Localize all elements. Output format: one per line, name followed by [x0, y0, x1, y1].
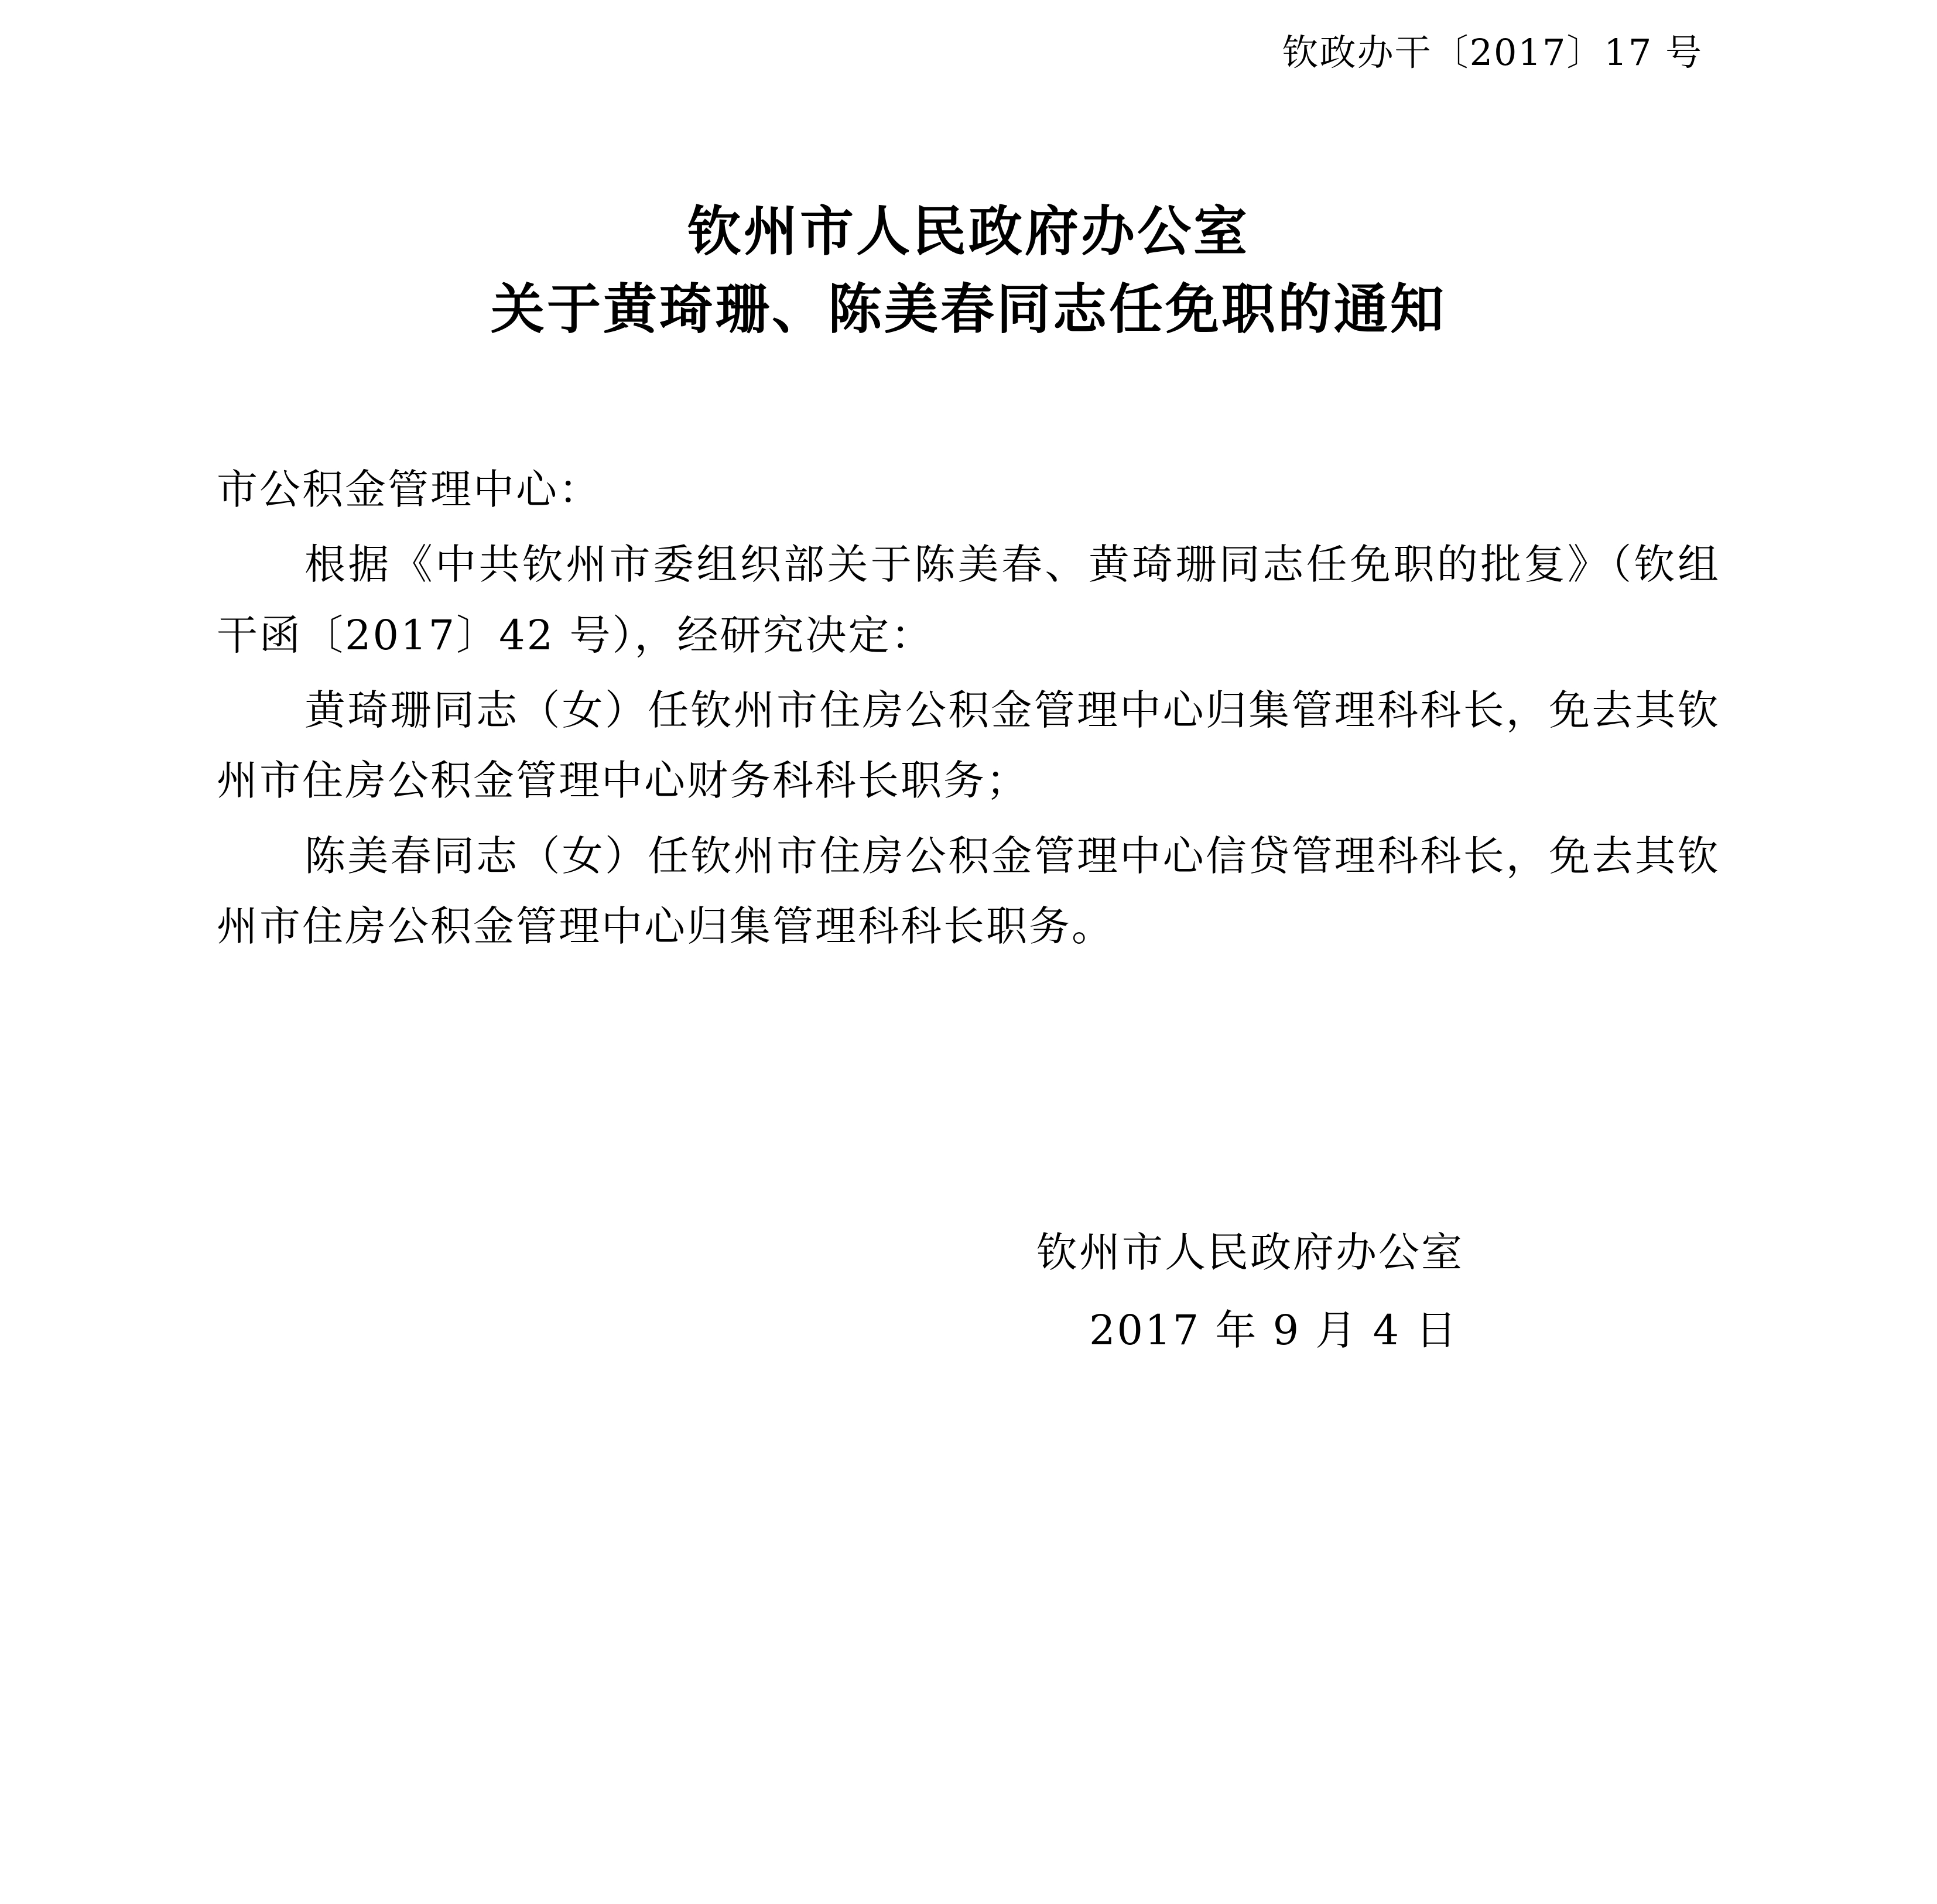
document-page — [0, 23, 1937, 1904]
document-title — [217, 193, 1720, 349]
body-paragraph-3: 陈美春同志（女）任钦州市住房公积金管理中心信贷管理科科长，免去其钦州市住房公积金管理中心归集管理科科长职务。 — [217, 831, 1720, 951]
title-line-1: 钦州市人民政府办公室 — [687, 200, 1250, 263]
title-line-2: 关于黄琦珊、陈美春同志任免职的通知 — [490, 278, 1446, 341]
body-paragraph-2: 黄琦珊同志（女）任钦州市住房公积金管理中心归集管理科科长，免去其钦州市住房公积金管理中心财务科科长职务； — [217, 686, 1720, 805]
signature-organization: 钦州市人民政府办公室 — [1036, 1228, 1464, 1276]
document-number: 钦政办干〔2017〕17 号 — [1282, 31, 1703, 74]
document-body — [217, 454, 1720, 962]
body-paragraph-1: 根据《中共钦州市委组织部关于陈美春、黄琦珊同志任免职的批复》（钦组干函〔2017〕42 号），经研究决定： — [217, 540, 1720, 659]
signature-date: 2017 年 9 月 4 日 — [1089, 1306, 1459, 1354]
recipient-line: 市公积金管理中心： — [217, 465, 601, 513]
signature-block — [217, 1214, 1720, 1369]
